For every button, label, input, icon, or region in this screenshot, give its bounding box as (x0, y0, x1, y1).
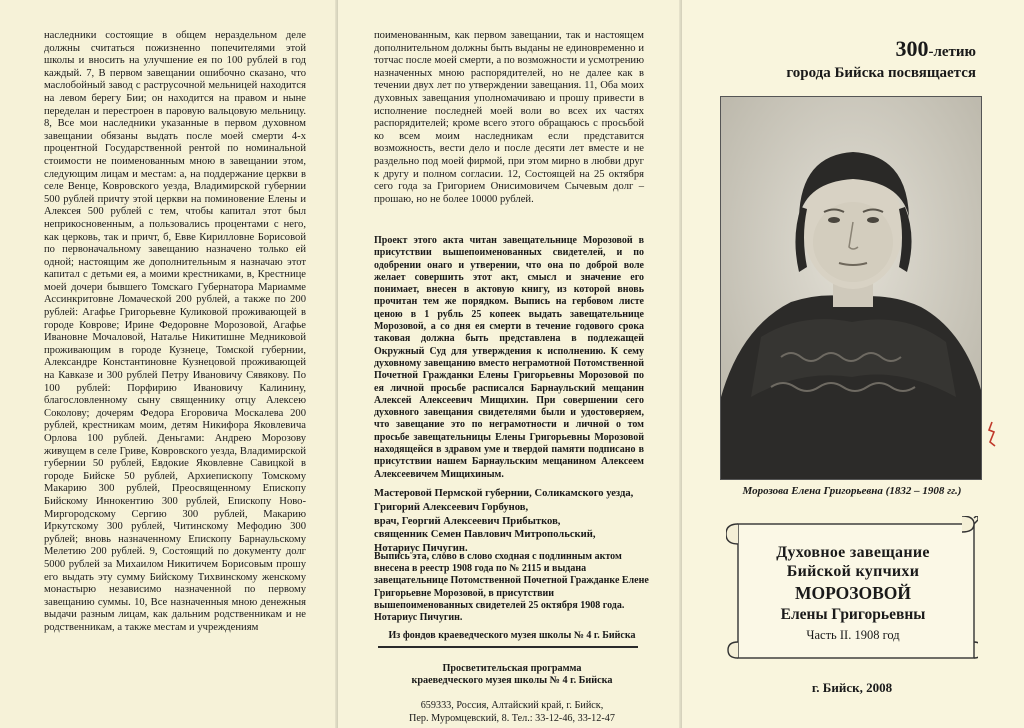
divider-line (378, 646, 638, 648)
source-note: Из фондов краеведческого музея школы № 4 г. Бийска (388, 630, 636, 641)
imprint-block (374, 650, 650, 725)
title-line-4: Елены Григорьевны (780, 606, 926, 623)
anniversary-suffix: -летию (928, 44, 976, 60)
imprint-address: 659333, Россия, Алтайский край, г. Бийск, Пер. Муромцевский, 8. Тел.: 33-12-46, 33-12-47 (409, 700, 615, 724)
will-text-part-2: поименованным, как первом завещании, так и настоящем дополнительном должны быть выданы не единовременно и тотчас после моей смерти, а по возможности и усмотрению назначенных мною распорядителей, но не далее как в течении двух лет по утверждении завещания. 11, Оба моих духовных завещания уполномачиваю и прошу привести в исполнение последней моей воли во всех их частях распорядителей; кроме всего этого обращаюсь с просьбой ко всем моим наследникам если представится возможность, вести дело и после десяти лет вместе и не раздельно под моей фирмой, при этом мирно в любви друг к другу и полном согласии. 12, Состоящей на 25 октября сего года за Григорием Онисимовичем Сычевым долг – прошаю, но не более 10000 рублей. (374, 30, 644, 205)
anniversary-dedication (786, 36, 976, 82)
title-line-3: МОРОЗОВОЙ (794, 583, 912, 603)
title-line-2: Бийской купчихи (786, 563, 920, 580)
portrait-illustration (721, 97, 982, 480)
title-line-5: Часть II. 1908 год (806, 628, 900, 642)
title-scroll (726, 516, 978, 666)
will-text-part-1: наследники состоящие в общем нераздельном деле должны считаться пожизненно попечителями этой школы и вносить на улучшение ея по 100 рублей в год каждый. 7, В первом завещании ошибочно сказано, что маслобойный завод с раструсочной мельницей находится на левом берегу Бии; он находится на правом и ныне переделан и перестроен в паровую вальцовую мельницу. 8, Все мои наследники указанные в первом духовном завещании обязаны выдать после моей смерти 4-х процентной Государственной рентой по номинальной стоимости не поименованным мною в завещании этом, следующим лицам и местам: а, на поддержание церкви в селе Венце, Ковровского уезда, Владимирской губернии 500 рублей причту этой церкви на поминовение Елены и Алексея 500 рублей с тем, чтобы капитал этот был неприкосновенным, а пользовались процентами с него, как церковь, так и причт, б, Евве Кирилловне Борисовой по первоначальному завещанию назначено только ей одной; настоящим же дополнительным я назначаю этот капитал с детьми ея, а моими крестниками, в, Крестнице моей дочери бывшего Томскаго Губернатора Мариамме Ассинкритовне Ломаческой 200 рублей, а также по 200 рублей: Агафье Григорьевне Куликовой проживающей в городе Коврове; Ирине Федоровне Морозовой, Агафье Ивановне Мочаловой, Наталье Никитишне Медниковой проживающим в городе Кузнеце, Томской губернии, Александре Константиновне Кузнецовой проживающей на Кавказе и 300 рублей Петру Ивановичу Сявякову. По 100 рублей: Порфирию Ивановичу Калинину, благословленному сыну священнику отцу Алексею Соколову; дочерям Федора Егоровича Москалева 200 рублей, крестникам моим, детям Никифора Яковлевича Орлова 100 рублей. Деньгами: Андрею Морозову живущем в селе Гриве, Ковровского уезда, Владимирской губернии 50 рублей, Евдокие Яковлевне Савицкой в городе Бийске 50 рублей, Архиепископу Томскому Макарию 300 рублей, Преосвященному Епископу Бийскому Иннокентию 300 рублей, Епископу Ново-Миргородскому Сергию 300 рублей, Макарию Иркутскому 300 рублей, Читинскому Мефодию 300 рублей; вновь назначенному Епископу Барнаульскому Мелетию 200 рублей. 9, Состоящий по документу долг 5000 рублей за Михаилом Никитичем Борисовым прошу его выдать эту сумму Бийскому Тихвинскому женскому монастырю независимо назначенной по первому завещанию суммы. 10, Все назначенныя мною денежныя выдачи разным лицам, как дальним родственникам и не родственникам, а также местам и учреждениям (44, 30, 306, 633)
imprint-program: Просветительская программа краеведческого музея школы № 4 г. Бийска (411, 662, 613, 686)
middle-panel (338, 0, 682, 728)
notary-act-text: Проект этого акта читан завещательнице Морозовой в присутствии вышепоименованных свидетелей, и по одобрении онаго и утверении, что она по доброй воле желает совершить этот акт, смысл и значение его понимает, внесен в актовую книгу, из которой вновь прочитан тем же порядком. Выпись на гербовом листе ценою в 1 рубль 25 копеек выдать завещательнице Морозовой, а со дня ея смерти в течение годового срока таковая должна быть представлена в подлежащей Окружный Суд для утверждения к исполнению. К сему духовному завещанию вместо неграмотной Потомственной Почетной Гражданки Елены Григорьевны Морозовой по ея личной просьбе расписался Барнаульский мещанин Алексей Алексеевич Мищихин. При совершении сего духовного завещания свидетелями были и удостоверяем, что завещание это по неграмотности и личной о том просьбе завещательницы Елены Григорьевны Морозовой находящейся в здравом уме и твердой памяти подписано в присутствии нашем Барнаульским мещанином Алексеем Алексеевичем Мищихиным. (374, 235, 644, 480)
anniversary-number: 300 (895, 36, 929, 61)
city-year: г. Бийск, 2008 (811, 680, 893, 695)
portrait-photo (720, 96, 982, 480)
registry-extract: Выпись эта, слово в слово сходная с подлинным актом внесена в реестр 1908 года по № 2115 и выдана завещательнице Потомственной Почетной Гражданке Елене Григорьевне Морозовой, в присутствии вышепоименованных свидетелей 25 октября 1908 года. Нотариус Пичугин. (374, 551, 649, 624)
title-block (742, 544, 964, 643)
portrait-caption: Морозова Елена Григорьевна (1832 – 1908 гг.) (742, 485, 962, 497)
anniversary-line: города Бийска посвящается (786, 65, 976, 81)
red-mark-icon (986, 420, 998, 448)
left-panel (0, 0, 338, 728)
title-line-1: Духовное завещание (776, 544, 930, 561)
witness-list: Мастеровой Пермской губернии, Соликамского уезда, Григорий Алексеевич Горбунов, врач, Георгий Алексеевич Прибытков, священник Семен Павлович Митропольский, Нотариус Пичугин. (374, 488, 634, 555)
